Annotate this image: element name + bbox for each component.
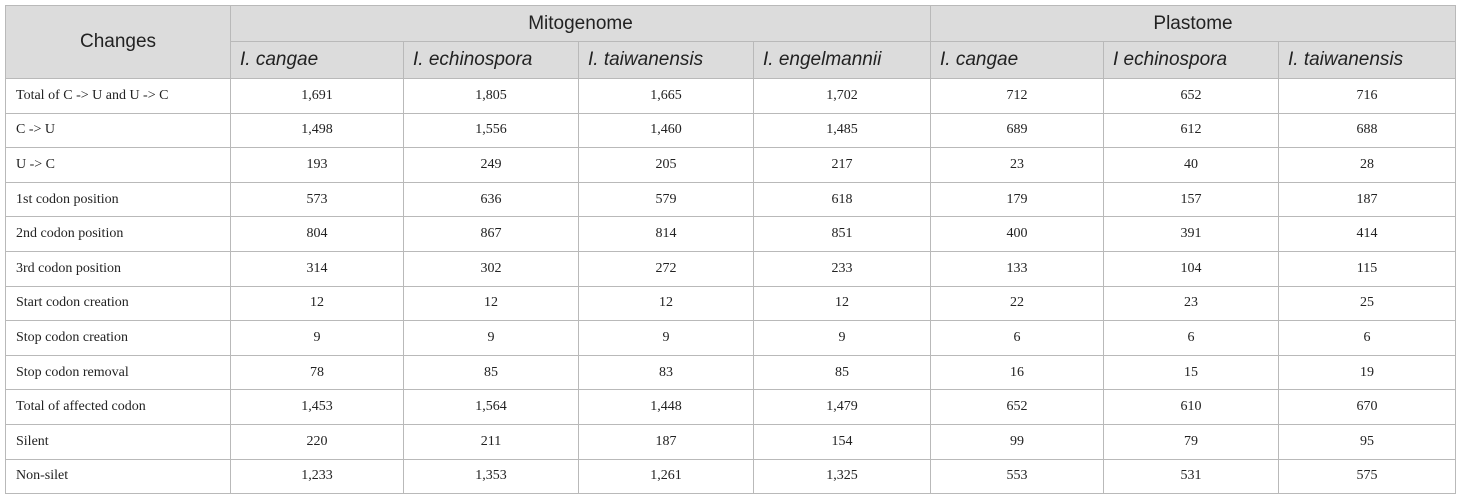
- row-label: Stop codon creation: [6, 321, 231, 356]
- table-cell: 23: [931, 148, 1104, 183]
- table-cell: 1,805: [404, 79, 579, 114]
- table-cell: 83: [579, 355, 754, 390]
- table-cell: 1,498: [231, 113, 404, 148]
- table-cell: 217: [754, 148, 931, 183]
- table-header: [6, 6, 1456, 79]
- table-cell: 12: [754, 286, 931, 321]
- table-cell: 610: [1104, 390, 1279, 425]
- table-cell: 1,353: [404, 459, 579, 494]
- table-row: [6, 355, 1456, 390]
- table-cell: 652: [931, 390, 1104, 425]
- row-label: Total of C -> U and U -> C: [6, 79, 231, 114]
- species-header: I. cangae: [931, 42, 1104, 79]
- table-cell: 804: [231, 217, 404, 252]
- table-cell: 79: [1104, 424, 1279, 459]
- table-cell: 302: [404, 251, 579, 286]
- table-cell: 78: [231, 355, 404, 390]
- table-cell: 712: [931, 79, 1104, 114]
- table-cell: 179: [931, 182, 1104, 217]
- table-cell: 23: [1104, 286, 1279, 321]
- table-cell: 414: [1279, 217, 1456, 252]
- table-cell: 716: [1279, 79, 1456, 114]
- table-cell: 22: [931, 286, 1104, 321]
- table-cell: 115: [1279, 251, 1456, 286]
- species-header: I. taiwanensis: [1279, 42, 1456, 79]
- table-cell: 670: [1279, 390, 1456, 425]
- table-cell: 85: [404, 355, 579, 390]
- table-cell: 187: [1279, 182, 1456, 217]
- table-cell: 16: [931, 355, 1104, 390]
- row-label: Silent: [6, 424, 231, 459]
- table-cell: 1,665: [579, 79, 754, 114]
- table-cell: 579: [579, 182, 754, 217]
- table-cell: 12: [404, 286, 579, 321]
- table-cell: 1,325: [754, 459, 931, 494]
- table-cell: 104: [1104, 251, 1279, 286]
- table-cell: 28: [1279, 148, 1456, 183]
- row-label: 3rd codon position: [6, 251, 231, 286]
- table-cell: 233: [754, 251, 931, 286]
- table-cell: 187: [579, 424, 754, 459]
- row-label: Non-silet: [6, 459, 231, 494]
- group-header-row: [6, 6, 1456, 42]
- table-cell: 636: [404, 182, 579, 217]
- table-row: [6, 390, 1456, 425]
- table-row: [6, 321, 1456, 356]
- table-cell: 553: [931, 459, 1104, 494]
- table-row: [6, 79, 1456, 114]
- table-cell: 573: [231, 182, 404, 217]
- table-cell: 688: [1279, 113, 1456, 148]
- table-row: [6, 459, 1456, 494]
- mitogenome-header: Mitogenome: [231, 6, 931, 42]
- table-cell: 1,702: [754, 79, 931, 114]
- table-cell: 220: [231, 424, 404, 459]
- table-cell: 1,448: [579, 390, 754, 425]
- table-cell: 1,261: [579, 459, 754, 494]
- rna-editing-table: [5, 5, 1456, 494]
- row-label: Start codon creation: [6, 286, 231, 321]
- table-row: [6, 182, 1456, 217]
- species-header: I. cangae: [231, 42, 404, 79]
- table-cell: 133: [931, 251, 1104, 286]
- table-cell: 391: [1104, 217, 1279, 252]
- table-cell: 205: [579, 148, 754, 183]
- table-cell: 851: [754, 217, 931, 252]
- plastome-header: Plastome: [931, 6, 1456, 42]
- table-cell: 15: [1104, 355, 1279, 390]
- row-label: 2nd codon position: [6, 217, 231, 252]
- table-cell: 1,479: [754, 390, 931, 425]
- table-cell: 9: [231, 321, 404, 356]
- table-cell: 618: [754, 182, 931, 217]
- table-cell: 95: [1279, 424, 1456, 459]
- table-row: [6, 251, 1456, 286]
- row-label: 1st codon position: [6, 182, 231, 217]
- species-header: I echinospora: [1104, 42, 1279, 79]
- table-cell: 9: [579, 321, 754, 356]
- table-cell: 12: [579, 286, 754, 321]
- table-cell: 1,556: [404, 113, 579, 148]
- table-cell: 272: [579, 251, 754, 286]
- table-cell: 25: [1279, 286, 1456, 321]
- table-cell: 249: [404, 148, 579, 183]
- table-cell: 9: [404, 321, 579, 356]
- table-cell: 400: [931, 217, 1104, 252]
- table-cell: 689: [931, 113, 1104, 148]
- row-label: Total of affected codon: [6, 390, 231, 425]
- table-cell: 154: [754, 424, 931, 459]
- table-cell: 314: [231, 251, 404, 286]
- table-cell: 6: [1279, 321, 1456, 356]
- table-cell: 157: [1104, 182, 1279, 217]
- table-cell: 1,233: [231, 459, 404, 494]
- table-cell: 40: [1104, 148, 1279, 183]
- table-cell: 19: [1279, 355, 1456, 390]
- table-cell: 1,485: [754, 113, 931, 148]
- table-cell: 575: [1279, 459, 1456, 494]
- species-header: I. engelmannii: [754, 42, 931, 79]
- table-row: [6, 286, 1456, 321]
- table-cell: 1,460: [579, 113, 754, 148]
- table-cell: 12: [231, 286, 404, 321]
- changes-header: Changes: [6, 6, 231, 79]
- table-cell: 211: [404, 424, 579, 459]
- species-header: I. taiwanensis: [579, 42, 754, 79]
- table-cell: 99: [931, 424, 1104, 459]
- row-label: Stop codon removal: [6, 355, 231, 390]
- table-cell: 85: [754, 355, 931, 390]
- table-body: [6, 79, 1456, 494]
- table-cell: 652: [1104, 79, 1279, 114]
- table-cell: 1,453: [231, 390, 404, 425]
- table-cell: 193: [231, 148, 404, 183]
- table-row: [6, 148, 1456, 183]
- table-row: [6, 113, 1456, 148]
- table-cell: 6: [1104, 321, 1279, 356]
- species-header: I. echinospora: [404, 42, 579, 79]
- table-cell: 1,691: [231, 79, 404, 114]
- table-cell: 814: [579, 217, 754, 252]
- table-cell: 612: [1104, 113, 1279, 148]
- table-cell: 6: [931, 321, 1104, 356]
- table-cell: 1,564: [404, 390, 579, 425]
- table-row: [6, 424, 1456, 459]
- table-cell: 867: [404, 217, 579, 252]
- row-label: C -> U: [6, 113, 231, 148]
- row-label: U -> C: [6, 148, 231, 183]
- table-cell: 9: [754, 321, 931, 356]
- table-cell: 531: [1104, 459, 1279, 494]
- table-row: [6, 217, 1456, 252]
